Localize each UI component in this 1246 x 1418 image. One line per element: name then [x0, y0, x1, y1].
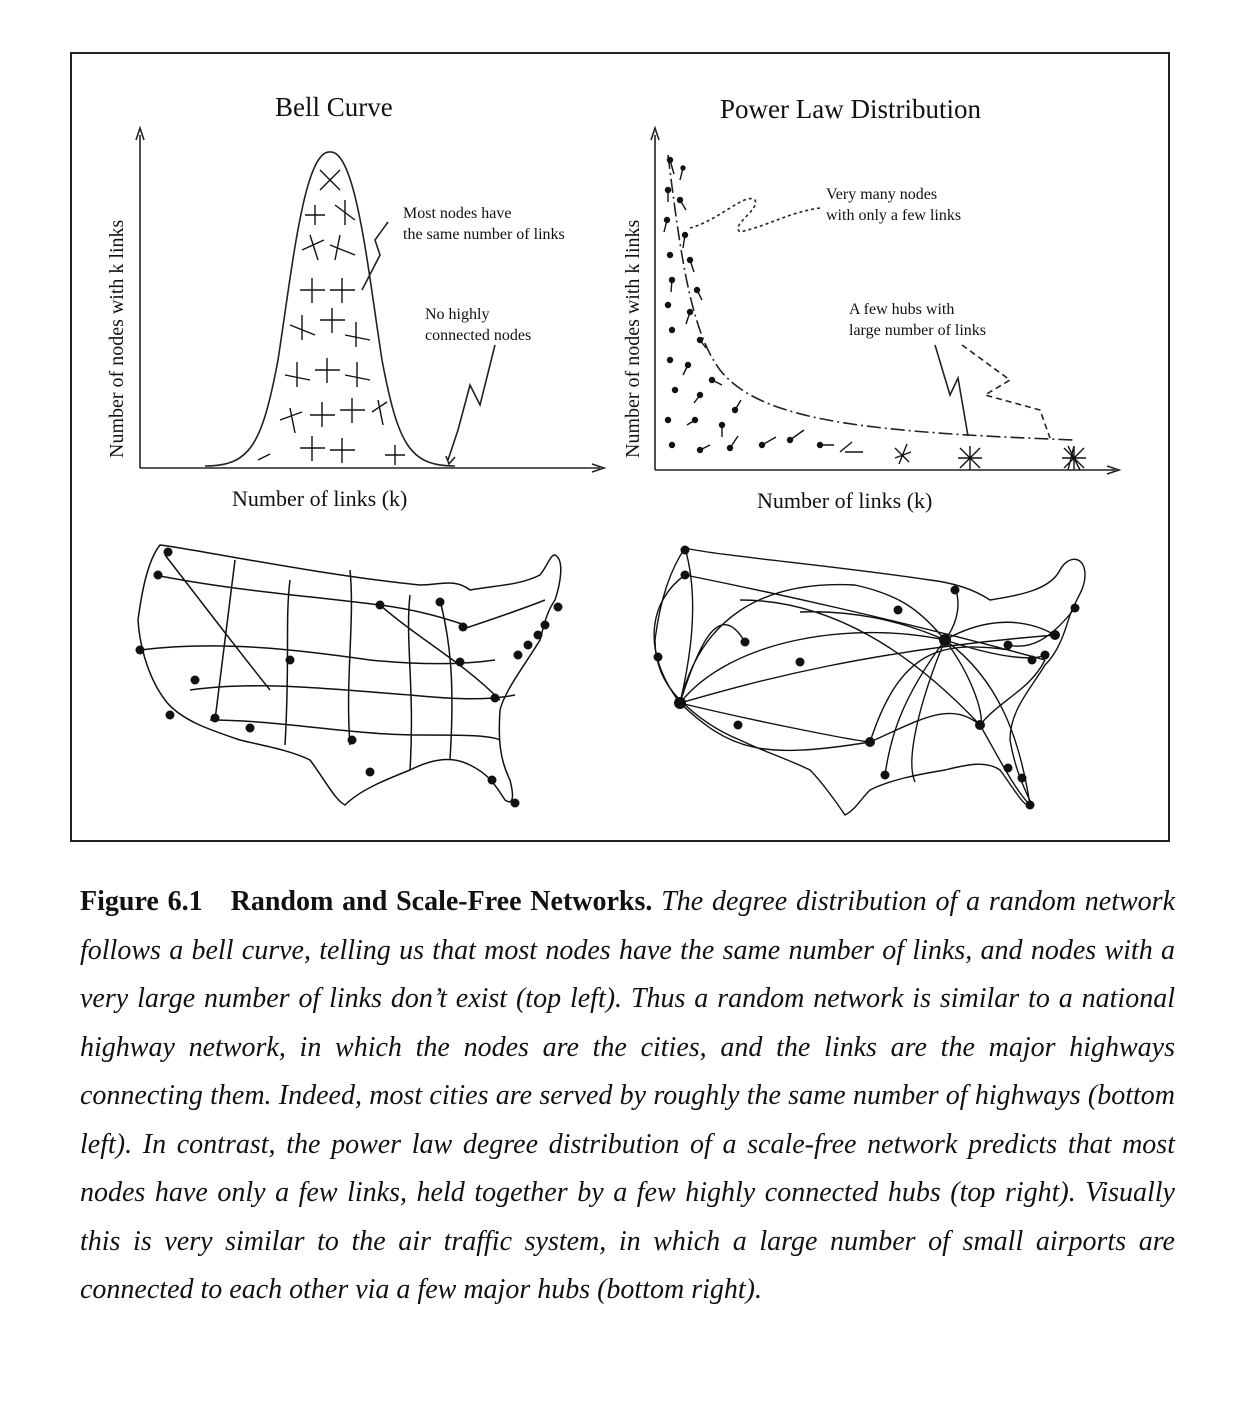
node-dot — [673, 388, 678, 393]
annotation-line: with only a few links — [826, 207, 962, 224]
airport-node — [1004, 641, 1013, 650]
city-node — [491, 694, 500, 703]
city-node — [511, 799, 520, 808]
node-glyph — [285, 362, 310, 387]
annotation-line: large number of links — [849, 322, 987, 339]
left-y-axis-label: Number of nodes with k links — [106, 219, 128, 458]
figure-caption — [80, 878, 1175, 1315]
airport-node — [881, 771, 890, 780]
node-glyph — [280, 408, 302, 433]
hub-airport-node — [865, 737, 875, 747]
city-node — [524, 641, 533, 650]
airport-node — [1018, 774, 1027, 783]
hub-glyph — [1062, 446, 1086, 470]
power-law-nodes — [664, 158, 1086, 471]
node-glyph — [315, 358, 340, 383]
node-glyph — [958, 446, 982, 470]
city-node — [541, 621, 550, 630]
city-node — [366, 768, 375, 777]
node-glyph — [385, 445, 405, 465]
node-glyph — [345, 322, 370, 347]
airport-node — [654, 653, 663, 662]
airport-node — [734, 721, 743, 730]
node-links — [664, 160, 863, 452]
airport-node — [1071, 604, 1080, 613]
node-glyph — [305, 205, 325, 225]
power-law-curve — [668, 155, 1075, 440]
figure-title: Random and Scale-Free Networks. — [230, 886, 653, 917]
bell-nodes — [258, 170, 405, 465]
city-node — [166, 711, 175, 720]
node-glyph — [300, 278, 325, 303]
node-glyph — [302, 235, 324, 260]
city-node — [436, 598, 445, 607]
figure-number: Figure 6.1 — [80, 886, 203, 917]
caption-body: The degree distribution of a random network follows a bell curve, telling us that most nodes have the same number of links, and nodes with a very large number of links don’t exist (top left). Thus a random network is similar to a national highway network, in which the nodes are the cities, and the links are the major highways connecting them. Indeed, most cities are served by roughly the same number of highways (bottom left). In contrast, the power law degree distribution of a scale-free network predicts that most nodes have only a few links, held together by a few highly connected hubs (top right). Visually this is very similar to the air traffic system, in which a large number of small airports are connected to each other via a few major hubs (bottom right). — [80, 886, 1175, 1305]
pointer-many-nodes — [690, 199, 820, 232]
node-glyph — [345, 362, 370, 387]
node-glyph — [330, 235, 355, 260]
city-node — [286, 656, 295, 665]
node-glyph — [330, 278, 355, 303]
node-glyph — [340, 398, 365, 423]
node-glyph — [320, 170, 340, 190]
city-node — [246, 724, 255, 733]
annotation-line: Very many nodes — [826, 186, 938, 203]
bell-curve-line — [205, 152, 455, 466]
node-glyph — [330, 438, 355, 463]
node-dot — [670, 328, 675, 333]
airport-node — [796, 658, 805, 667]
airport-node — [894, 606, 903, 615]
node-glyph — [290, 315, 315, 340]
airport-node — [681, 546, 690, 555]
city-node — [376, 601, 385, 610]
hub-airport-node — [1050, 630, 1060, 640]
airport-node — [1004, 764, 1013, 773]
city-node — [164, 548, 173, 557]
highway-network-map — [136, 545, 563, 808]
air-traffic-network-map — [654, 546, 1086, 816]
node-glyph — [258, 454, 270, 460]
city-node — [136, 646, 145, 655]
node-dot — [670, 443, 675, 448]
city-node — [534, 631, 543, 640]
city-node — [191, 676, 200, 685]
left-x-axis-label: Number of links (k) — [232, 486, 408, 511]
annotation-line: A few hubs with — [849, 301, 955, 318]
annotation-line: No highly — [425, 306, 490, 323]
node-glyph — [320, 308, 345, 333]
right-x-axis-label: Number of links (k) — [757, 488, 933, 513]
node-glyph — [300, 436, 325, 461]
node-dot — [666, 303, 671, 308]
city-node — [514, 651, 523, 660]
node-glyph — [310, 402, 335, 427]
node-dot — [668, 358, 673, 363]
city-node — [456, 658, 465, 667]
node-glyph — [372, 400, 387, 425]
city-node — [348, 736, 357, 745]
city-node — [488, 776, 497, 785]
node-dot — [668, 253, 673, 258]
airport-node — [741, 638, 750, 647]
city-node — [459, 623, 468, 632]
airport-node — [1028, 656, 1037, 665]
airport-node — [681, 571, 690, 580]
bell-curve-title: Bell Curve — [275, 92, 393, 122]
pointer-hub-two — [962, 345, 1050, 438]
hub-airport-node — [674, 697, 686, 709]
city-node — [154, 571, 163, 580]
annotation-line: the same number of links — [403, 226, 565, 243]
pointer-no-hubs — [448, 345, 495, 460]
airport-node — [1026, 801, 1035, 810]
annotation-line: connected nodes — [425, 327, 532, 344]
airport-node — [1041, 651, 1050, 660]
city-node — [554, 603, 563, 612]
node-dot — [666, 418, 671, 423]
hub-airport-node — [975, 720, 985, 730]
city-node — [211, 714, 220, 723]
pointer-no-hubs-arrow — [446, 456, 455, 464]
airport-node — [951, 586, 960, 595]
hub-airport-node — [939, 634, 951, 646]
pointer-hub-one — [935, 345, 968, 436]
power-law-title: Power Law Distribution — [720, 94, 981, 124]
annotation-line: Most nodes have — [403, 205, 512, 222]
node-glyph — [335, 200, 355, 225]
node-glyph — [895, 444, 911, 464]
right-y-axis-label: Number of nodes with k links — [622, 219, 644, 458]
